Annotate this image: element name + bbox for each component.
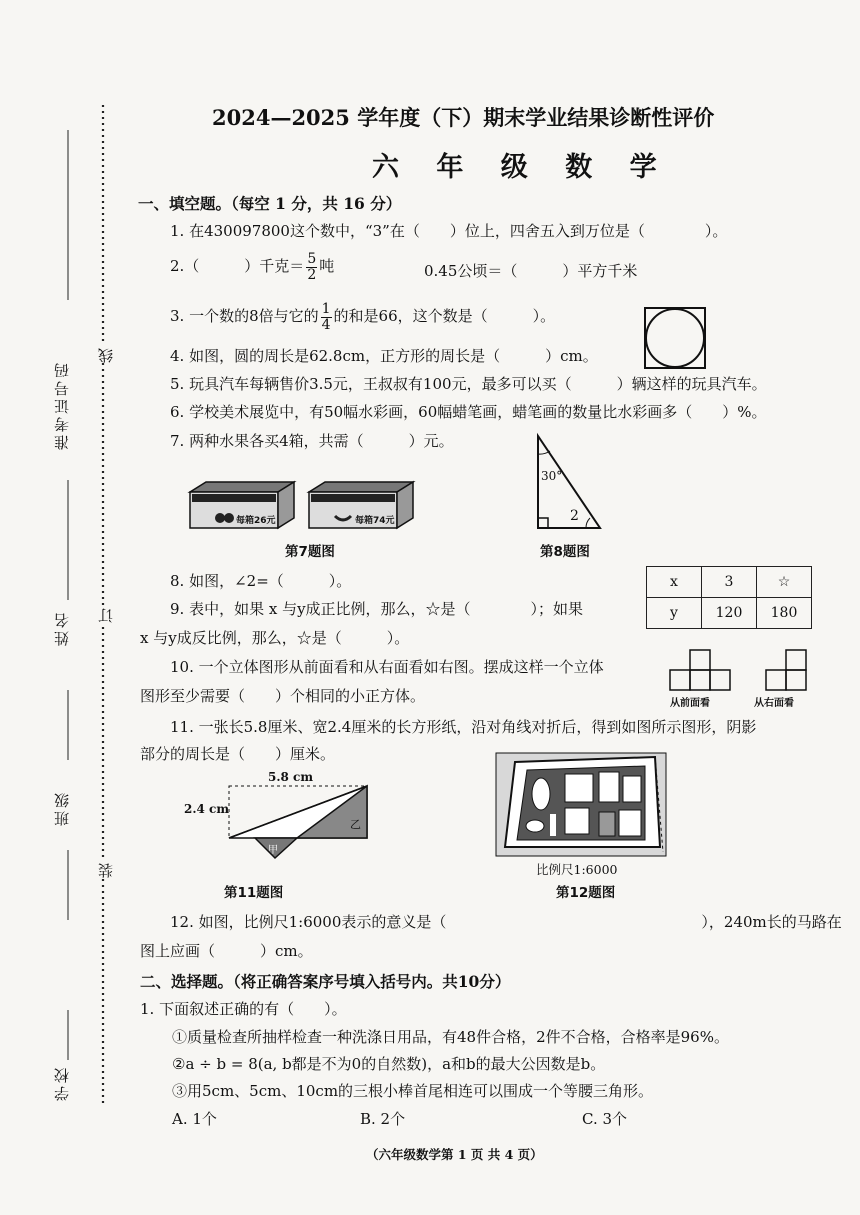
question-9-line-2: x 与y成反比例，那么，☆是（ ）。	[140, 629, 410, 647]
table-cell: x	[647, 567, 702, 598]
fig11-caption: 第11题图	[224, 885, 284, 901]
fig7-caption: 第7题图	[285, 544, 335, 560]
proportion-table	[646, 566, 812, 629]
exam-title: 2024—2025 学年度（下）期末学业结果诊断性评价	[212, 105, 715, 130]
statement-2: ②a ÷ b = 8(a, b都是不为0的自然数)，a和b的最大公因数是b。	[172, 1055, 606, 1073]
name-label: 姓名	[53, 610, 71, 646]
fraction-numerator: 1	[321, 301, 331, 317]
table-row-x	[647, 567, 812, 598]
fraction-numerator: 5	[307, 251, 317, 267]
question-10-line-2: 图形至少需要（ ）个相同的小正方体。	[140, 687, 426, 705]
fig11-length-label: 5.8 cm	[268, 770, 314, 784]
table-cell: 180	[757, 598, 812, 629]
table-cell: ☆	[757, 567, 812, 598]
question-11-line-2: 部分的周长是（ ）厘米。	[140, 745, 336, 763]
question-3	[170, 302, 555, 332]
table-cell: 120	[702, 598, 757, 629]
option-a: A. 1个	[172, 1110, 217, 1128]
q2-part-a: 2.（ ）千克＝	[170, 257, 305, 276]
question-7: 7. 两种水果各买4箱，共需（ ）元。	[170, 432, 454, 450]
circle-in-square-figure	[643, 306, 707, 370]
table-row-y	[647, 598, 812, 629]
q2-part-b: 吨	[319, 257, 335, 276]
fig11-width-label: 2.4 cm	[184, 802, 230, 816]
fruit-box-2-figure	[305, 480, 417, 535]
map-figure	[495, 752, 667, 857]
page-footer: （六年级数学第 1 页 共 4 页）	[366, 1147, 543, 1162]
fig8-caption: 第8题图	[540, 544, 590, 560]
option-b: B. 2个	[360, 1110, 406, 1128]
fraction-1-4	[321, 302, 332, 332]
question-9-line-1: 9. 表中，如果 x 与y成正比例，那么，☆是（ ）；如果	[170, 600, 584, 618]
mark-ding: 订	[97, 605, 115, 623]
s2-question-1: 1. 下面叙述正确的有（ ）。	[140, 1000, 347, 1018]
front-view-label: 从前面看	[670, 698, 710, 709]
angle-30-label: 30°	[541, 469, 563, 483]
section1-title: 一、填空题。（每空 1 分，共 16 分）	[138, 194, 402, 213]
box-2-price: 每箱74元	[355, 516, 395, 526]
school-label: 学校	[53, 1065, 71, 1101]
option-c: C. 3个	[582, 1110, 628, 1128]
section2-title: 二、选择题。（将正确答案序号填入括号内。共10分）	[140, 972, 511, 991]
mark-zhuang: 装	[97, 860, 115, 878]
question-2-hectare: 0.45公顷＝（ ）平方千米	[424, 262, 638, 280]
angle-2-label: 2	[570, 508, 579, 524]
exam-id-label: 准考证号码	[53, 360, 71, 450]
question-12-line-2: 图上应画（ ）cm。	[140, 942, 313, 960]
q3-part-b: 的和是66，这个数是（ ）。	[333, 307, 556, 326]
map-scale-label: 比例尺1:6000	[536, 862, 618, 877]
q3-part-a: 3. 一个数的8倍与它的	[170, 307, 319, 326]
fig11-yi-label: 乙	[350, 818, 361, 831]
table-cell: y	[647, 598, 702, 629]
statement-3: ③用5cm、5cm、10cm的三根小棒首尾相连可以围成一个等腰三角形。	[172, 1082, 654, 1100]
subject-title: 六 年 级 数 学	[372, 152, 671, 183]
right-view-label: 从右面看	[754, 698, 794, 709]
statement-1: ①质量检查所抽样检查一种洗涤日用品，有48件合格，2件不合格，合格率是96%。	[172, 1028, 729, 1046]
question-4: 4. 如图，圆的周长是62.8cm，正方形的周长是（ ）cm。	[170, 347, 598, 365]
front-view-figure	[668, 648, 738, 692]
fraction-5-2	[306, 252, 317, 282]
right-view-figure	[762, 648, 812, 692]
question-11-line-1: 11. 一张长5.8厘米、宽2.4厘米的长方形纸，沿对角线对折后，得到如图所示图形，阴影	[170, 718, 757, 736]
fraction-denominator: 2	[307, 266, 317, 283]
fig11-jia-label: 甲	[268, 845, 278, 856]
class-label: 班级	[53, 790, 71, 826]
fruit-box-1-figure	[186, 480, 298, 535]
question-1: 1. 在430097800这个数中，“3”在（ ）位上，四舍五入到万位是（ ）。	[170, 222, 728, 240]
question-12-line-1: 12. 如图，比例尺1:6000表示的意义是（ ），240m长的马路在	[170, 913, 842, 931]
box-1-price: 每箱26元	[236, 516, 276, 526]
question-2	[170, 252, 334, 282]
question-10-line-1: 10. 一个立体图形从前面看和从右面看如右图。摆成这样一个立体	[170, 658, 604, 676]
mark-xian: 线	[97, 345, 115, 363]
fraction-denominator: 4	[321, 316, 331, 333]
question-6: 6. 学校美术展览中，有50幅水彩画，60幅蜡笔画，蜡笔画的数量比水彩画多（ ）%。	[170, 403, 767, 421]
question-8: 8. 如图，∠2=（ ）。	[170, 572, 352, 590]
table-cell: 3	[702, 567, 757, 598]
fig12-caption: 第12题图	[556, 885, 616, 901]
question-5: 5. 玩具汽车每辆售价3.5元，王叔叔有100元，最多可以买（ ）辆这样的玩具汽车。	[170, 375, 767, 393]
